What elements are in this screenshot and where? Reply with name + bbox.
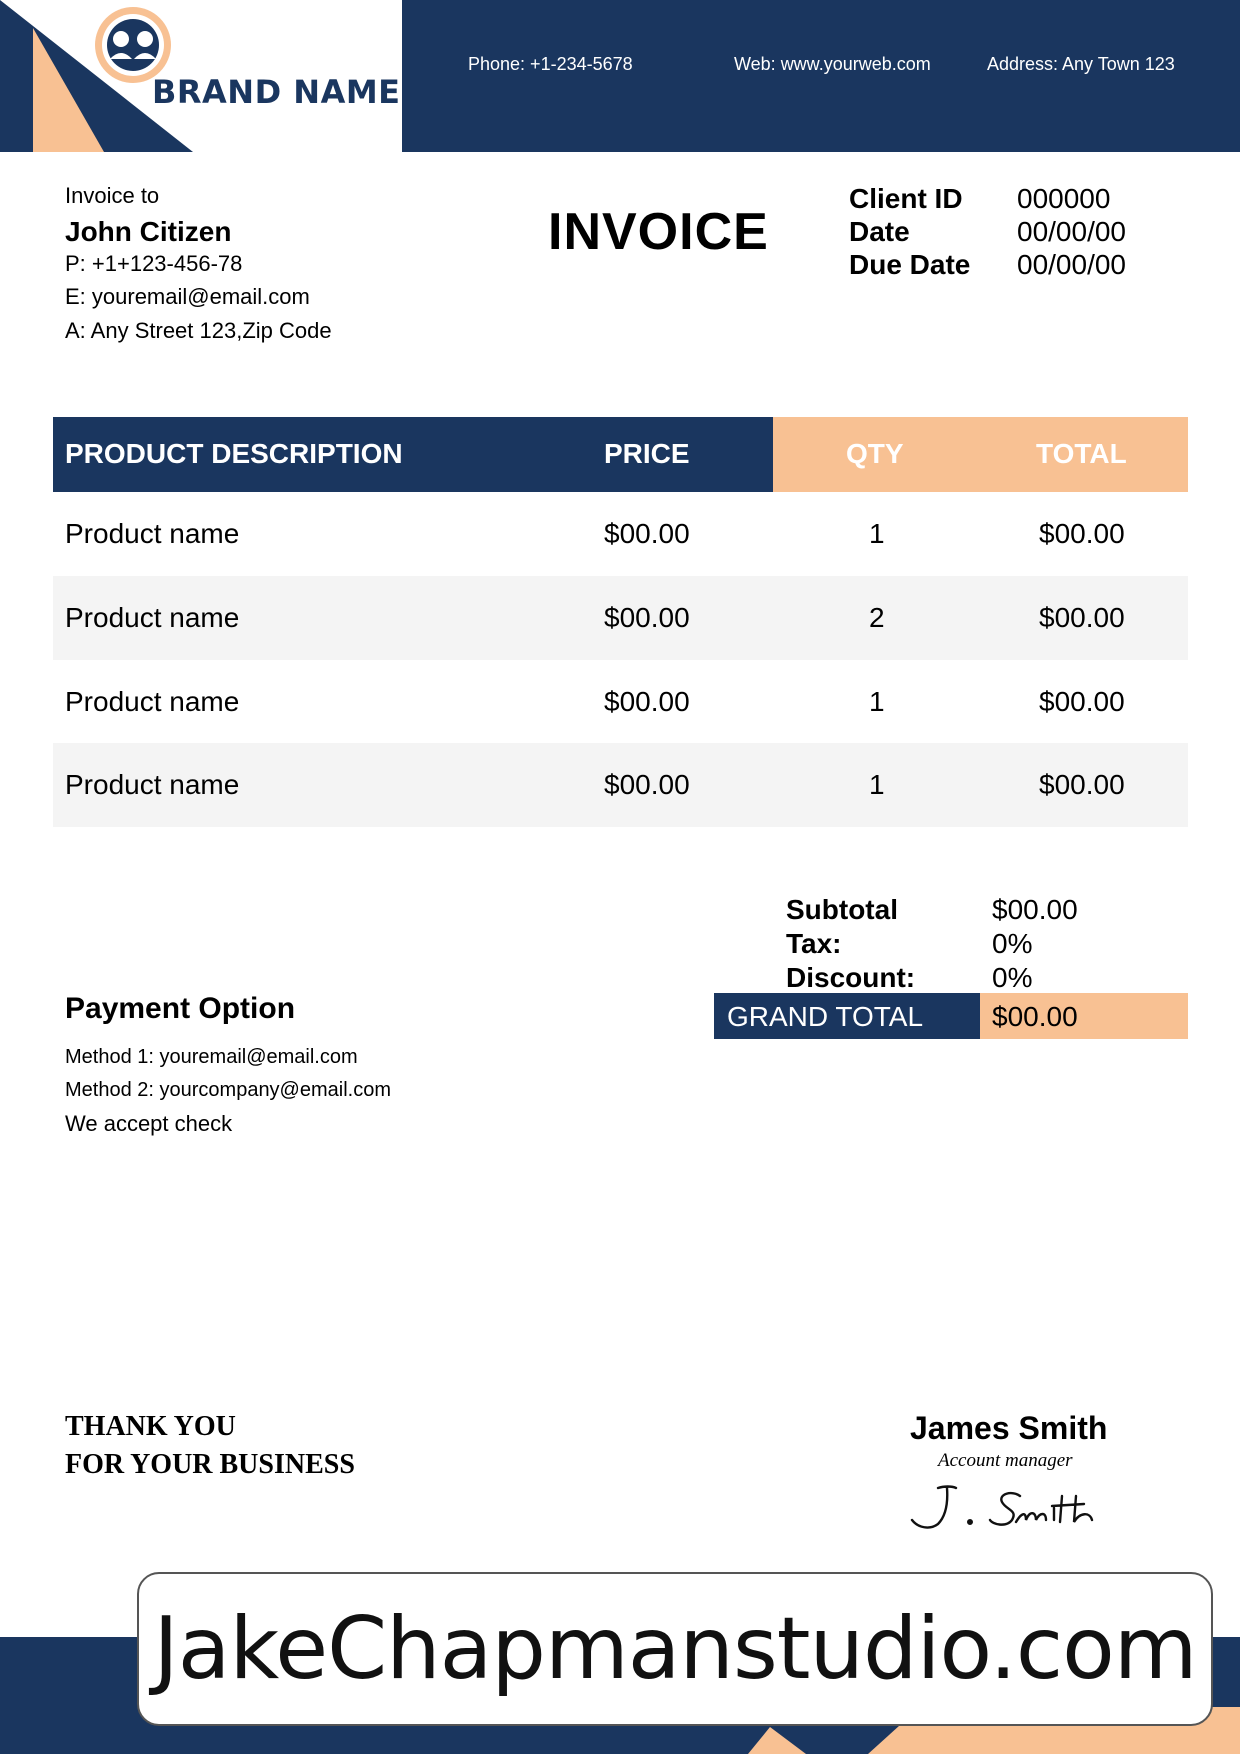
row-1-total: $00.00 — [1039, 518, 1125, 549]
header-address: Address: Any Town 123 — [987, 54, 1175, 74]
watermark-text: JakeChapmanstudio.com — [153, 1599, 1197, 1699]
brand-name: BRAND NAME — [152, 73, 401, 111]
row-4-qty: 1 — [869, 769, 885, 800]
row-2-qty: 2 — [869, 602, 885, 633]
client-address: A: Any Street 123,Zip Code — [65, 318, 332, 343]
payment-method-2: Method 2: yourcompany@email.com — [65, 1079, 391, 1101]
row-1-qty: 1 — [869, 518, 885, 549]
discount-value: 0% — [992, 962, 1033, 993]
subtotal-label: Subtotal — [786, 894, 898, 925]
row-3-price: $00.00 — [604, 686, 690, 717]
header-bar — [402, 0, 1240, 152]
signer-name: James Smith — [910, 1410, 1108, 1446]
thank-you-line-1: THANK YOU — [65, 1411, 236, 1442]
client-id-value: 000000 — [1017, 183, 1111, 214]
row-4-description: Product name — [65, 769, 240, 800]
client-id-label: Client ID — [849, 183, 963, 214]
client-email: E: youremail@email.com — [65, 284, 310, 309]
grand-total-value: $00.00 — [992, 1001, 1078, 1032]
header-web: Web: www.yourweb.com — [734, 54, 931, 74]
thank-you-line-2: FOR YOUR BUSINESS — [65, 1449, 355, 1480]
header-description: PRODUCT DESCRIPTION — [65, 438, 403, 469]
row-2-total: $00.00 — [1039, 602, 1125, 633]
signature-image — [908, 1482, 1098, 1534]
row-3-total: $00.00 — [1039, 686, 1125, 717]
tax-value: 0% — [992, 928, 1033, 959]
header-total: TOTAL — [1036, 438, 1127, 469]
subtotal-value: $00.00 — [992, 894, 1078, 925]
due-date-value: 00/00/00 — [1017, 249, 1126, 280]
grand-total-label: GRAND TOTAL — [727, 1001, 924, 1032]
row-4-price: $00.00 — [604, 769, 690, 800]
row-3-qty: 1 — [869, 686, 885, 717]
header-phone: Phone: +1-234-5678 — [468, 54, 633, 74]
due-date-label: Due Date — [849, 249, 971, 280]
client-phone: P: +1+123-456-78 — [65, 251, 243, 276]
row-2-price: $00.00 — [604, 602, 690, 633]
signer-role: Account manager — [938, 1450, 1073, 1471]
row-2-description: Product name — [65, 602, 240, 633]
header-qty: QTY — [846, 438, 904, 469]
payment-note: We accept check — [65, 1111, 233, 1136]
row-1-description: Product name — [65, 518, 240, 549]
discount-label: Discount: — [786, 962, 916, 993]
date-value: 00/00/00 — [1017, 216, 1126, 247]
payment-method-1: Method 1: youremail@email.com — [65, 1046, 358, 1068]
row-4-total: $00.00 — [1039, 769, 1125, 800]
row-1-price: $00.00 — [604, 518, 690, 549]
header-price: PRICE — [604, 438, 690, 469]
tax-label: Tax: — [786, 928, 842, 959]
invoice-to-label: Invoice to — [65, 183, 160, 208]
client-name: John Citizen — [65, 216, 232, 247]
date-label: Date — [849, 216, 910, 247]
row-3-description: Product name — [65, 686, 240, 717]
payment-option-title: Payment Option — [65, 992, 296, 1025]
invoice-title: INVOICE — [548, 203, 769, 261]
